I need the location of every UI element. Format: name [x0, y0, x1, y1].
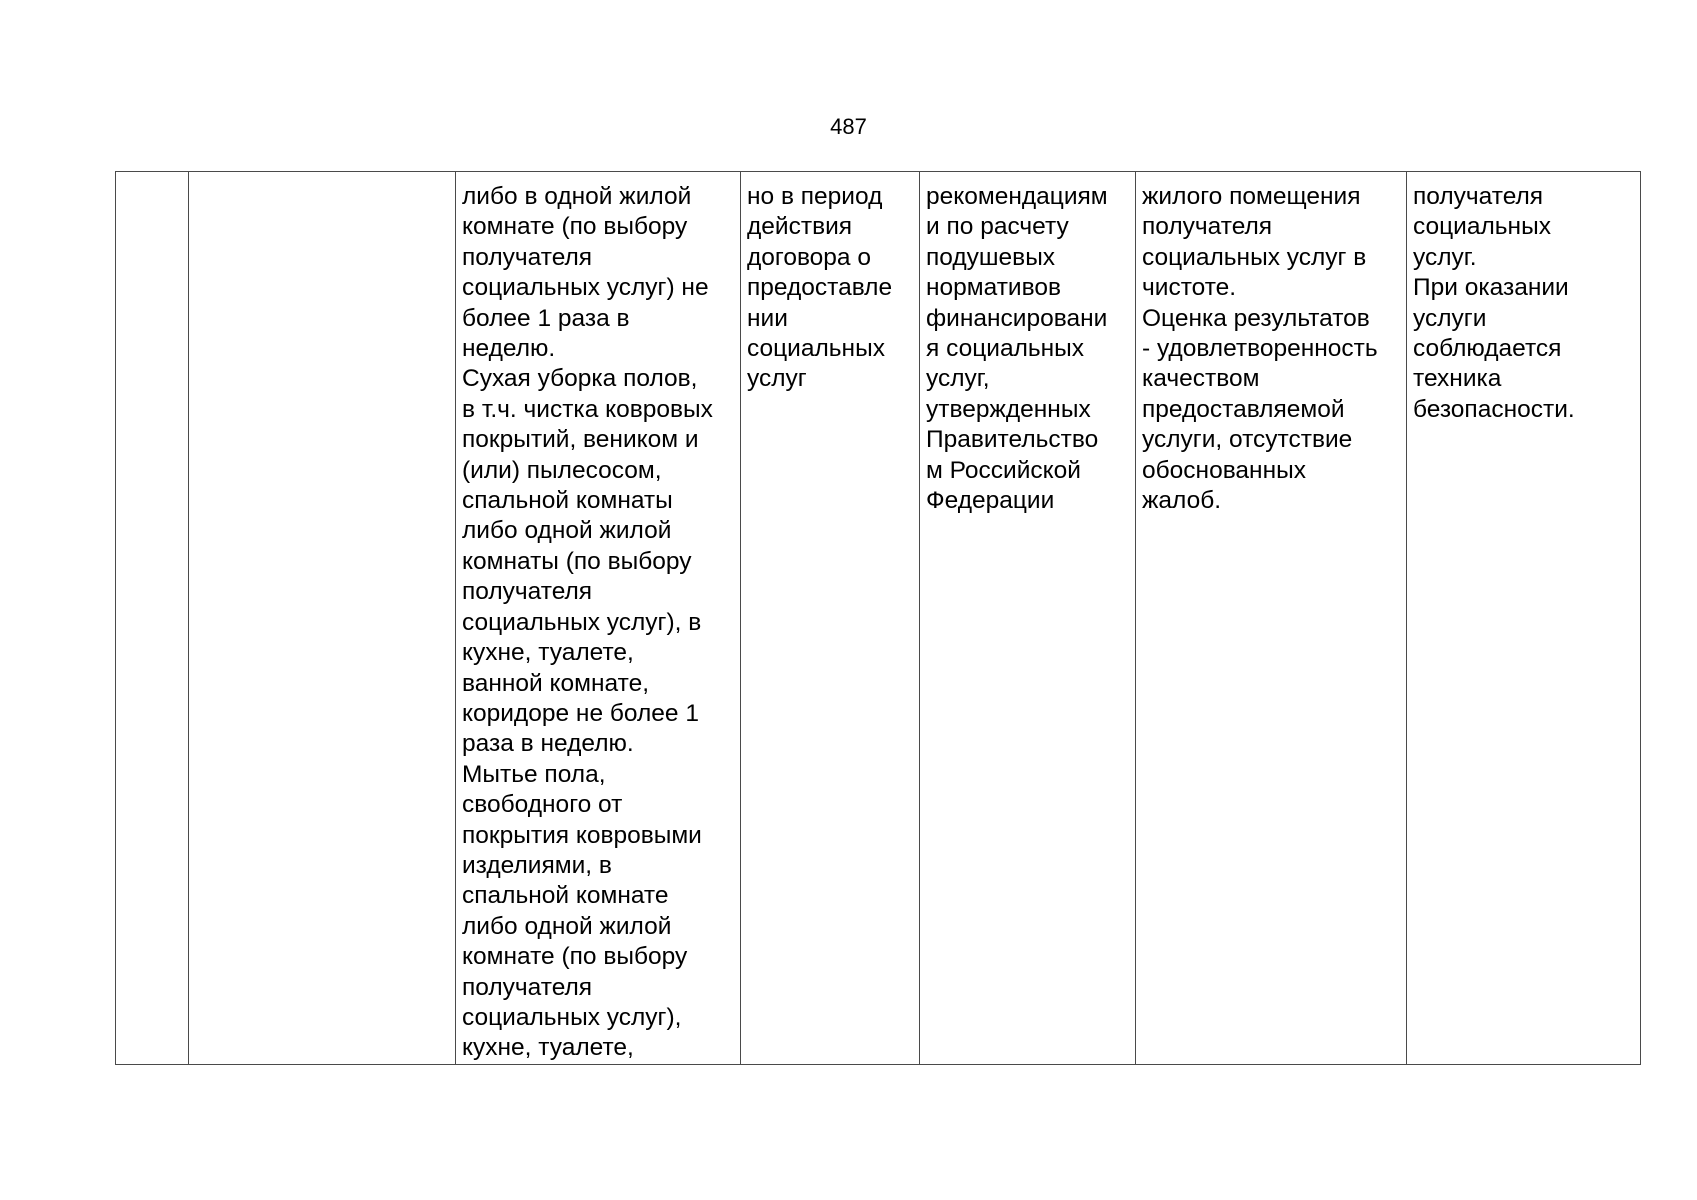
table-cell-quality-indicators: жилого помещения получателя социальных услуг в чистоте. Оценка результатов - удовлетворенность качеством предоставляемой услуги, отсутствие обоснованных жалоб. [1136, 172, 1407, 1065]
page-number: 487 [830, 114, 867, 139]
table-cell-service-description: либо в одной жилой комнате (по выбору получателя социальных услуг) не более 1 раза в неделю. Сухая уборка полов, в т.ч. чистка ковровых покрытий, веником и (или) пылесосом, спальной комнаты либо одной жилой комнаты (по выбору получателя социальных услуг), в кухне, туалете, ванной комнате, коридоре не более 1 раза в неделю. Мытье пола, свободного от покрытия ковровыми изделиями, в спальной комнате либо одной жилой комнате (по выбору получателя социальных услуг), кухне, туалете, [456, 172, 741, 1065]
table-cell-service-cost: рекомендациям и по расчету подушевых нормативов финансировани я социальных услуг, утвержденных Правительство м Российской Федерации [920, 172, 1136, 1065]
table-cell-service-term: но в период действия договора о предоставле нии социальных услуг [741, 172, 920, 1065]
table-row [116, 172, 1641, 1065]
table-cell-conditions: получателя социальных услуг. При оказании услуги соблюдается техника безопасности. [1407, 172, 1641, 1065]
services-table [115, 171, 1641, 1065]
table-cell-service-name [189, 172, 456, 1065]
table-cell-number [116, 172, 189, 1065]
